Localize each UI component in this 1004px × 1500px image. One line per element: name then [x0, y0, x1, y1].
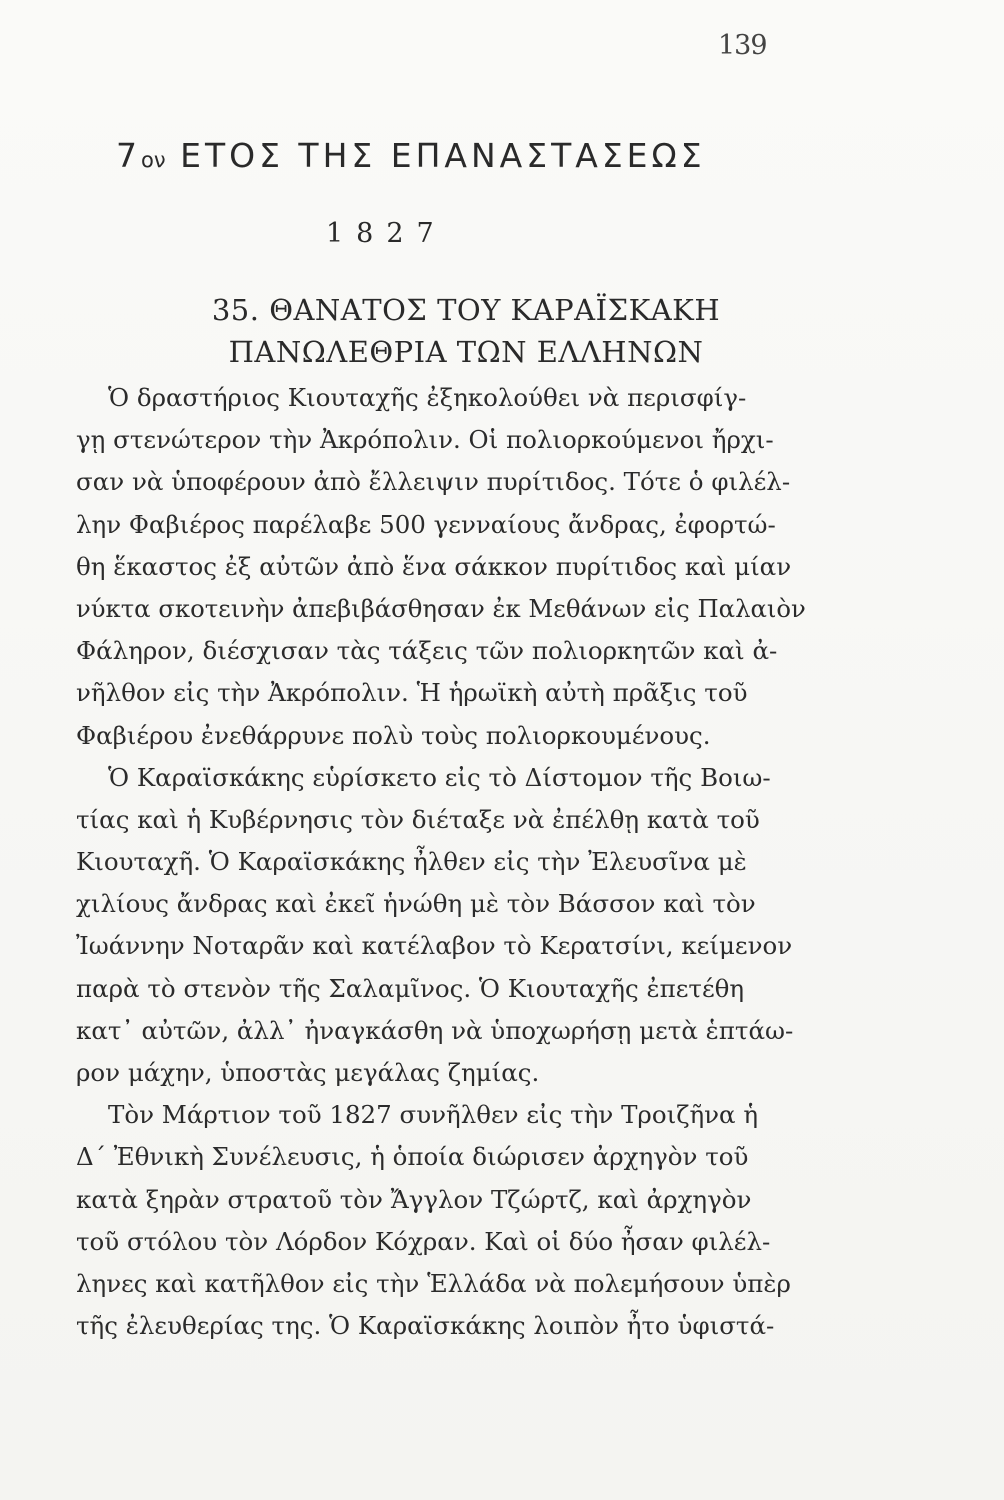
text-line: Ὁ δραστήριος Κιουταχῆς ἐξηκολούθει νὰ περισφίγ- — [108, 383, 747, 412]
chapter-subtitle: ΠΑΝΩΛΕΘΡΙΑ ΤΩΝ ΕΛΛΗΝΩΝ — [228, 335, 704, 369]
text-line: Ἰωάννην Νοταρᾶν καὶ κατέλαβον τὸ Κερατσίνι, κείμενον — [76, 931, 793, 961]
chapter-number-title: 35. ΘΑΝΑΤΟΣ ΤΟΥ ΚΑΡΑΪΣΚΑΚΗ — [211, 293, 721, 327]
text-line: Φαβιέρου ἐνεθάρρυνε πολὺ τοὺς πολιορκουμένους. — [76, 720, 711, 750]
text-line: Κιουταχῆ. Ὁ Καραϊσκάκης ἦλθεν εἰς τὴν Ἐλευσῖνα μὲ — [76, 847, 747, 877]
text-line: τοῦ στόλου τὸν Λόρδον Κόχραν. Καὶ οἱ δύο ἦσαν φιλέλ- — [76, 1226, 771, 1256]
text-line: τίας καὶ ἡ Κυβέρνησις τὸν διέταξε νὰ ἐπέλθῃ κατὰ τοῦ — [76, 804, 760, 834]
text-line: Φάληρον, διέσχισαν τὰς τάξεις τῶν πολιορκητῶν καὶ ἀ- — [76, 636, 778, 666]
text-line: σαν νὰ ὑποφέρουν ἀπὸ ἔλλειψιν πυρίτιδος. Τότε ὁ φιλέλ- — [76, 467, 791, 497]
text-line: ρον μάχην, ὑποστὰς μεγάλας ζημίας. — [76, 1058, 540, 1087]
page-number: 139 — [718, 30, 767, 61]
text-line: θη ἕκαστος ἐξ αὐτῶν ἀπὸ ἕνα σάκκον πυρίτιδος καὶ μίαν — [76, 551, 792, 581]
text-line: νῆλθον εἰς τὴν Ἀκρόπολιν. Ἡ ἡρωϊκὴ αὐτὴ πρᾶξις τοῦ — [76, 678, 748, 708]
section-heading-ordinal: 7 — [116, 136, 141, 175]
body-text — [76, 377, 806, 1347]
text-line: νύκτα σκοτεινὴν ἀπεβιβάσθησαν ἐκ Μεθάνων εἰς Παλαιὸν — [76, 593, 806, 623]
text-line: ληνες καὶ κατῆλθον εἰς τὴν Ἑλλάδα νὰ πολεμήσουν ὑπὲρ — [76, 1268, 791, 1298]
text-line: γῃ στενώτερον τὴν Ἀκρόπολιν. Οἱ πολιορκούμενοι ἤρχι- — [76, 425, 774, 455]
section-heading — [116, 136, 716, 175]
section-heading-text: ΕΤΟΣ ΤΗΣ ΕΠΑΝΑΣΤΑΣΕΩΣ — [180, 136, 706, 175]
text-line: χιλίους ἄνδρας καὶ ἐκεῖ ἡνώθη μὲ τὸν Βάσσον καὶ τὸν — [76, 889, 756, 919]
section-heading-ordinal-suffix: ον — [141, 148, 166, 172]
year-heading: 1827 — [326, 218, 447, 249]
text-line: κατὰ ξηρὰν στρατοῦ τὸν Ἄγγλον Τζώρτζ, καὶ ἀρχηγὸν — [76, 1184, 752, 1214]
text-line: τῆς ἐλευθερίας της. Ὁ Καραϊσκάκης λοιπὸν ἦτο ὑφιστά- — [76, 1311, 775, 1341]
text-line: Τὸν Μάρτιον τοῦ 1827 συνῆλθεν εἰς τὴν Τροιζῆνα ἡ — [108, 1100, 759, 1130]
chapter-title — [136, 289, 796, 373]
text-line: παρὰ τὸ στενὸν τῆς Σαλαμῖνος. Ὁ Κιουταχῆς ἐπετέθη — [76, 973, 745, 1003]
text-line: Δ΄ Ἐθνικὴ Συνέλευσις, ἡ ὁποία διώρισεν ἀρχηγὸν τοῦ — [76, 1142, 749, 1172]
text-line: κατ᾽ αὐτῶν, ἀλλ᾽ ἠναγκάσθη νὰ ὑποχωρήσῃ μετὰ ἑπτάω- — [76, 1015, 794, 1045]
text-line: λην Φαβιέρος παρέλαβε 500 γενναίους ἄνδρας, ἐφορτώ- — [76, 509, 776, 539]
text-line: Ὁ Καραϊσκάκης εὑρίσκετο εἰς τὸ Δίστομον τῆς Βοιω- — [108, 762, 771, 792]
